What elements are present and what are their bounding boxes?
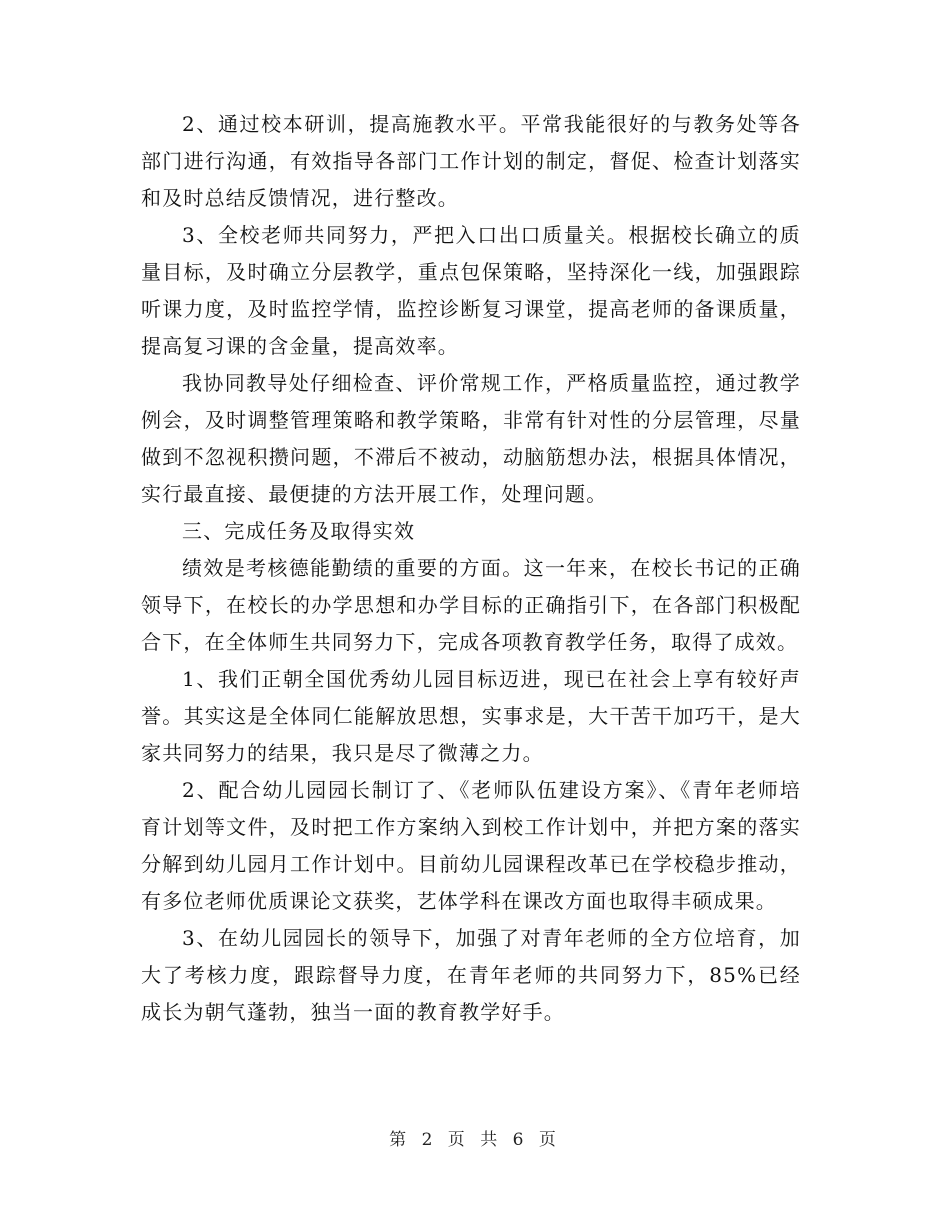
- paragraph-2: 3、全校老师共同努力，严把入口出口质量关。根据校长确立的质量目标，及时确立分层教学，重点包保策略，坚持深化一线，加强跟踪听课力度，及时监控学情，监控诊断复习课堂，提高老师的备课质量，提高复习课的含金量，提高效率。: [141, 223, 801, 358]
- paragraph-4: 绩效是考核德能勤绩的重要的方面。这一年来，在校长书记的正确领导下，在校长的办学思想和办学目标的正确指引下，在各部门积极配合下，在全体师生共同努力下，完成各项教育教学任务，取得了成效。: [141, 556, 801, 654]
- page-footer: 第 2 页 共 6 页: [389, 1130, 561, 1150]
- paragraph-6: 2、配合幼儿园园长制订了、《老师队伍建设方案》、《青年老师培育计划等文件，及时把工作方案纳入到校工作计划中，并把方案的落实分解到幼儿园月工作计划中。目前幼儿园课程改革已在学校稳步推动，有多位老师优质课论文获奖，艺体学科在课改方面也取得丰硕成果。: [141, 778, 801, 913]
- section-heading: 三、完成任务及取得实效: [182, 519, 416, 543]
- document-body: [141, 106, 801, 1031]
- paragraph-5: 1、我们正朝全国优秀幼儿园目标迈进，现已在社会上享有较好声誉。其实这是全体同仁能解放思想，实事求是，大干苦干加巧干，是大家共同努力的结果，我只是尽了微薄之力。: [141, 667, 801, 765]
- paragraph-7: 3、在幼儿园园长的领导下，加强了对青年老师的全方位培育，加大了考核力度，跟踪督导力度，在青年老师的共同努力下，85%已经成长为朝气蓬勃，独当一面的教育教学好手。: [141, 926, 801, 1024]
- paragraph-3: 我协同教导处仔细检查、评价常规工作，严格质量监控，通过教学例会，及时调整管理策略和教学策略，非常有针对性的分层管理，尽量做到不忽视积攒问题，不滞后不被动，动脑筋想办法，根据具体情况，实行最直接、最便捷的方法开展工作，处理问题。: [141, 371, 801, 506]
- paragraph-1: 2、通过校本研训，提高施教水平。平常我能很好的与教务处等各部门进行沟通，有效指导各部门工作计划的制定，督促、检查计划落实和及时总结反馈情况，进行整改。: [141, 112, 801, 210]
